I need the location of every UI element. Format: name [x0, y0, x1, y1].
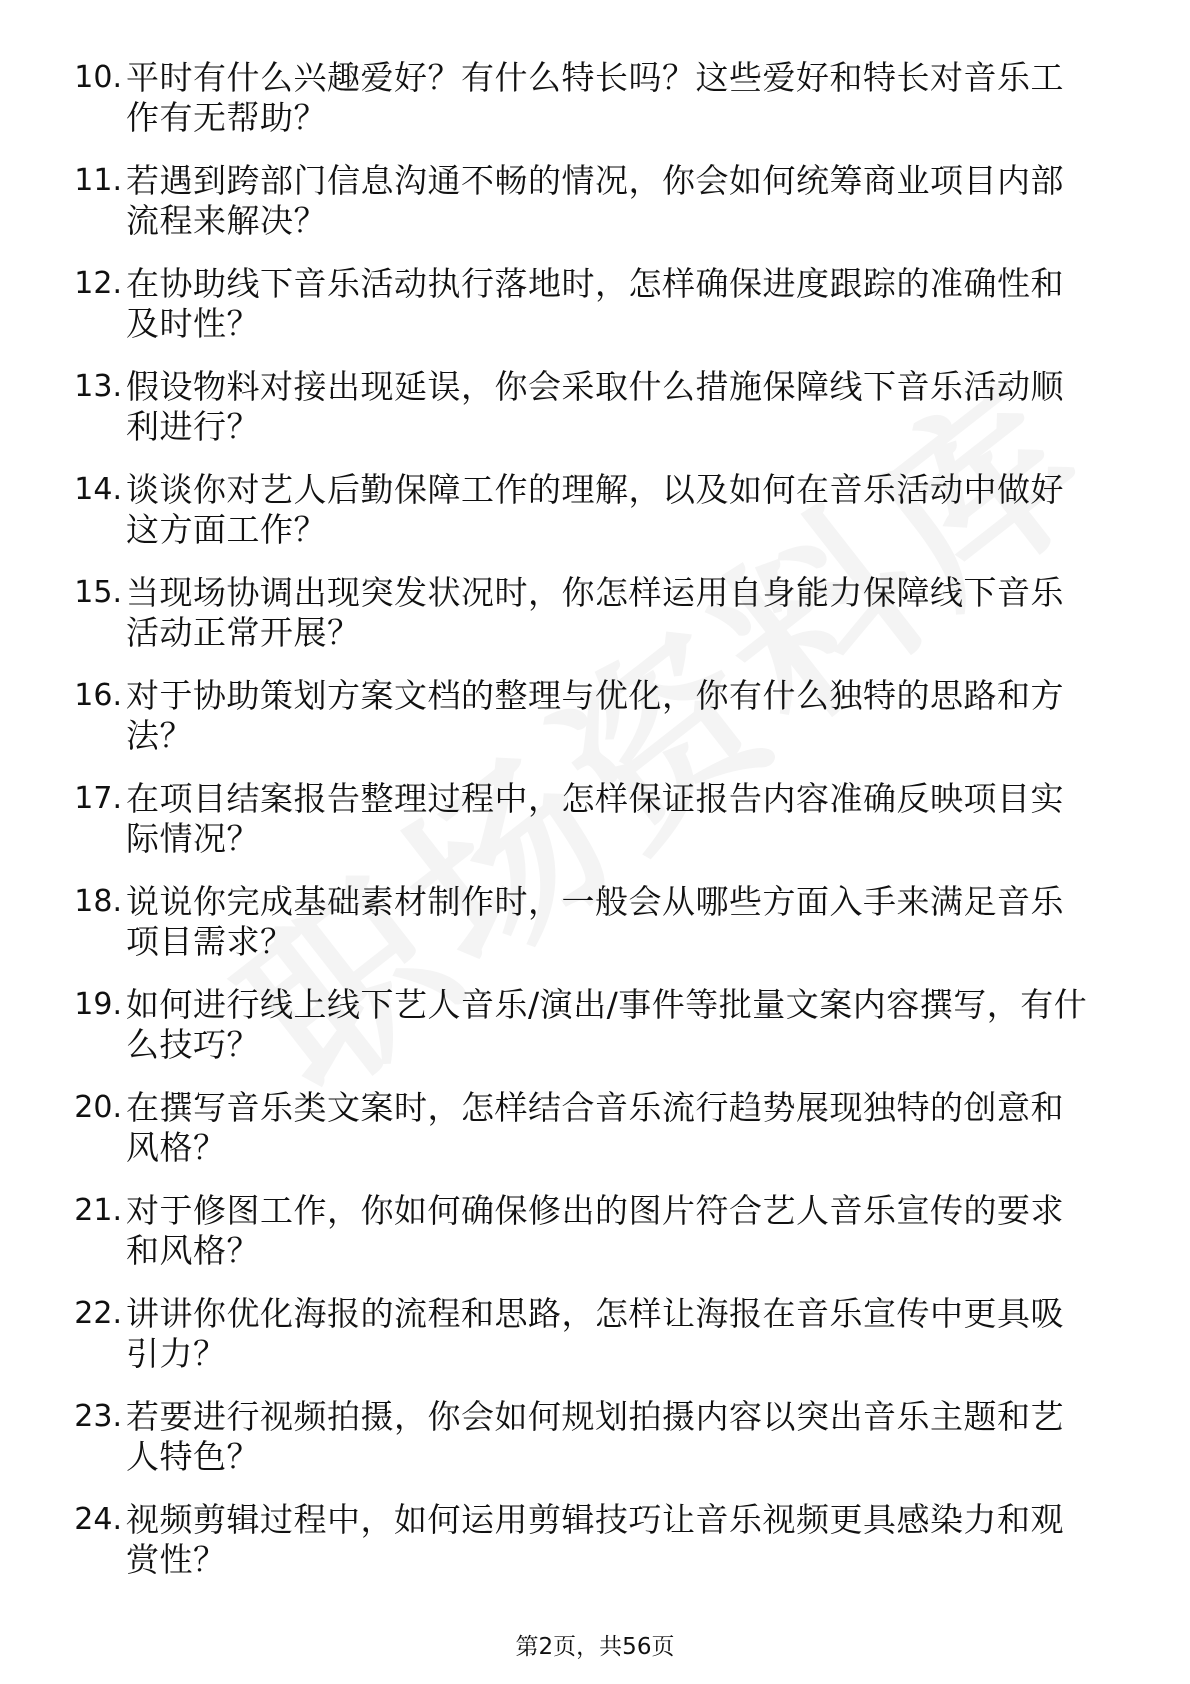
question-text-line: 这方面工作？: [126, 510, 327, 549]
question-number: 21.: [74, 1193, 122, 1228]
question-text-line: 当现场协调出现突发状况时，你怎样运用自身能力保障线下音乐: [126, 573, 1064, 612]
question-text-line: 对于修图工作，你如何确保修出的图片符合艺人音乐宣传的要求: [126, 1191, 1064, 1230]
question-text: [126, 676, 1166, 756]
question-text-line: 若要进行视频拍摄，你会如何规划拍摄内容以突出音乐主题和艺: [126, 1397, 1064, 1436]
question-item: [56, 1288, 1136, 1391]
question-number: 12.: [74, 266, 122, 301]
question-number: 10.: [74, 60, 122, 95]
question-text: [126, 779, 1166, 859]
question-text-line: 在项目结案报告整理过程中，怎样保证报告内容准确反映项目实: [126, 779, 1064, 818]
question-text-line: 如何进行线上线下艺人音乐/演出/事件等批量文案内容撰写，有什: [126, 985, 1088, 1024]
question-item: [56, 361, 1136, 464]
question-number: 13.: [74, 369, 122, 404]
question-item: [56, 155, 1136, 258]
question-item: [56, 670, 1136, 773]
question-text-line: 对于协助策划方案文档的整理与优化，你有什么独特的思路和方: [126, 676, 1064, 715]
question-item: [56, 1082, 1136, 1185]
question-text-line: 人特色？: [126, 1437, 260, 1476]
question-number: 14.: [74, 472, 122, 507]
question-item: [56, 1391, 1136, 1494]
question-text-line: 在撰写音乐类文案时，怎样结合音乐流行趋势展现独特的创意和: [126, 1088, 1064, 1127]
question-item: [56, 258, 1136, 361]
question-text: [126, 882, 1166, 962]
question-number: 16.: [74, 678, 122, 713]
question-text: [126, 264, 1166, 344]
question-text: [126, 1191, 1166, 1271]
question-text: [126, 367, 1166, 447]
question-text-line: 么技巧？: [126, 1025, 260, 1064]
question-text: [126, 573, 1166, 653]
question-text-line: 平时有什么兴趣爱好？有什么特长吗？这些爱好和特长对音乐工: [126, 58, 1064, 97]
question-text-line: 利进行？: [126, 407, 260, 446]
question-number: 15.: [74, 575, 122, 610]
question-number: 22.: [74, 1296, 122, 1331]
question-item: [56, 567, 1136, 670]
question-text: [126, 1088, 1166, 1168]
question-item: [56, 876, 1136, 979]
question-item: [56, 1494, 1136, 1597]
question-text-line: 及时性？: [126, 304, 260, 343]
question-number: 11.: [74, 163, 122, 198]
question-item: [56, 52, 1136, 155]
question-number: 19.: [74, 987, 122, 1022]
question-text-line: 风格？: [126, 1128, 227, 1167]
question-number: 18.: [74, 884, 122, 919]
question-item: [56, 464, 1136, 567]
question-text: [126, 58, 1166, 138]
question-text: [126, 1500, 1166, 1580]
question-number: 17.: [74, 781, 122, 816]
question-text-line: 赏性？: [126, 1540, 227, 1579]
question-text-line: 视频剪辑过程中，如何运用剪辑技巧让音乐视频更具感染力和观: [126, 1500, 1064, 1539]
question-text-line: 法？: [126, 716, 193, 755]
question-text-line: 若遇到跨部门信息沟通不畅的情况，你会如何统筹商业项目内部: [126, 161, 1064, 200]
question-text-line: 说说你完成基础素材制作时，一般会从哪些方面入手来满足音乐: [126, 882, 1064, 921]
question-list: [56, 52, 1136, 1597]
question-text: [126, 470, 1166, 550]
question-number: 20.: [74, 1090, 122, 1125]
question-item: [56, 773, 1136, 876]
question-text: [126, 161, 1166, 241]
question-text-line: 流程来解决？: [126, 201, 327, 240]
question-item: [56, 1185, 1136, 1288]
page-footer: 第2页，共56页: [515, 1634, 675, 1660]
question-text-line: 在协助线下音乐活动执行落地时，怎样确保进度跟踪的准确性和: [126, 264, 1064, 303]
question-text-line: 讲讲你优化海报的流程和思路，怎样让海报在音乐宣传中更具吸: [126, 1294, 1064, 1333]
question-number: 23.: [74, 1399, 122, 1434]
question-text-line: 和风格？: [126, 1231, 260, 1270]
question-text-line: 假设物料对接出现延误，你会采取什么措施保障线下音乐活动顺: [126, 367, 1064, 406]
question-text: [126, 985, 1166, 1065]
question-item: [56, 979, 1136, 1082]
question-text-line: 作有无帮助？: [126, 98, 327, 137]
question-text-line: 活动正常开展？: [126, 613, 361, 652]
question-text-line: 引力？: [126, 1334, 227, 1373]
question-text-line: 谈谈你对艺人后勤保障工作的理解，以及如何在音乐活动中做好: [126, 470, 1064, 509]
question-text: [126, 1294, 1166, 1374]
question-text-line: 项目需求？: [126, 922, 294, 961]
question-text-line: 际情况？: [126, 819, 260, 858]
question-text: [126, 1397, 1166, 1477]
question-number: 24.: [74, 1502, 122, 1537]
